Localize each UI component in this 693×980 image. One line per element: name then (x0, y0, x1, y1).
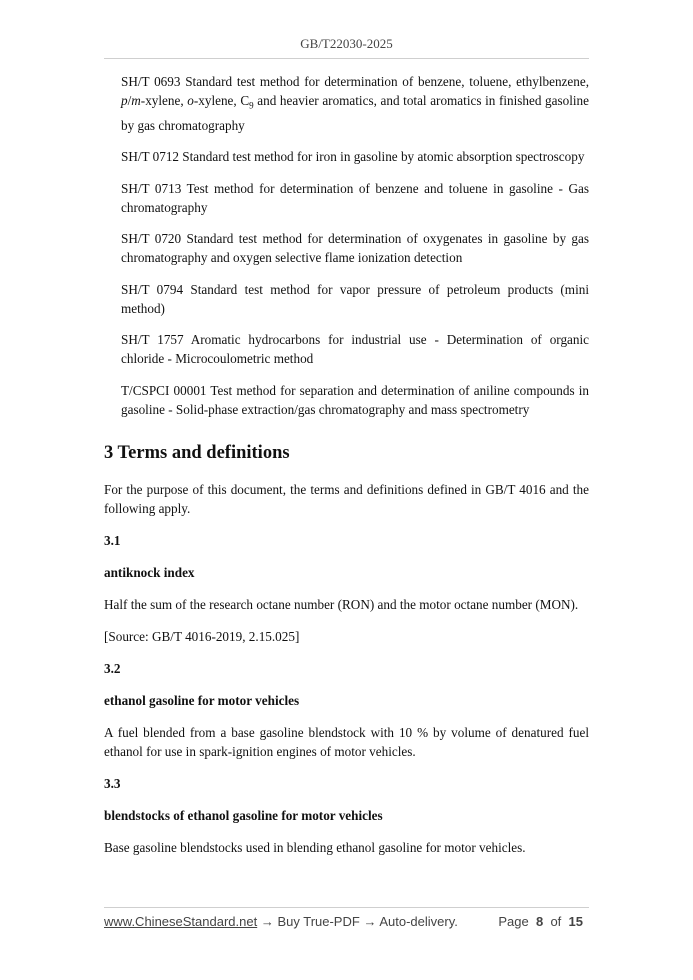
term-number: 3.1 (104, 532, 121, 548)
footer-promo (104, 914, 458, 929)
delivery-text: Auto-delivery. (379, 914, 458, 929)
term-number: 3.3 (104, 775, 121, 791)
reference-item: SH/T 0720 Standard test method for determination of oxygenates in gasoline by gas chromatography and oxygen selective flame ionization detection (121, 231, 589, 266)
page-header (0, 36, 693, 52)
page-indicator (498, 914, 583, 929)
reference-list (104, 72, 589, 419)
buy-text: Buy True-PDF (277, 914, 360, 929)
term-definition: Half the sum of the research octane number (RON) and the motor octane number (MON). (104, 596, 579, 612)
reference-item: SH/T 0713 Test method for determination of benzene and toluene in gasoline - Gas chromatography (121, 180, 589, 215)
term-title: antiknock index (104, 564, 195, 580)
term-source: [Source: GB/T 4016-2019, 2.15.025] (104, 628, 300, 644)
footer-divider (104, 907, 589, 908)
term-definition: A fuel blended from a base gasoline blendstock with 10 % by volume of denatured fuel ethanol for use in spark-ignition engines of motor vehicles. (104, 724, 589, 759)
of-label: of (550, 914, 562, 929)
reference-item: SH/T 0693 Standard test method for determination of benzene, toluene, ethylbenzene, p/m-xylene, o-xylene, $C_9$ and heavier aromatics, and total aromatics in finished gasoline by gas chromatography (121, 74, 590, 133)
section-heading: 3 Terms and definitions (104, 442, 290, 463)
document-code: GB/T22030-2025 (300, 36, 393, 51)
reference-item: SH/T 0712 Standard test method for iron in gasoline by atomic absorption spectroscopy (121, 149, 585, 165)
term-title: blendstocks of ethanol gasoline for motor vehicles (104, 807, 383, 823)
site-link[interactable]: www.ChineseStandard.net (104, 914, 258, 929)
term-definition: Base gasoline blendstocks used in blending ethanol gasoline for motor vehicles. (104, 839, 526, 855)
reference-item: SH/T 1757 Aromatic hydrocarbons for industrial use - Determination of organic chloride - Microcoulometric method (121, 332, 589, 367)
page-body (104, 72, 589, 857)
arrow-icon: → (260, 914, 274, 929)
reference-item: T/CSPCI 00001 Test method for separation and determination of aniline compounds in gasoline - Solid-phase extraction/gas chromatography and mass spectrometry (121, 382, 589, 417)
arrow-icon: → (363, 914, 377, 929)
current-page: 8 (535, 914, 544, 929)
header-divider (104, 58, 589, 59)
term-title: ethanol gasoline for motor vehicles (104, 692, 300, 708)
section-intro: For the purpose of this document, the terms and definitions defined in GB/T 4016 and the following apply. (104, 481, 589, 516)
page-label: Page (498, 914, 529, 929)
reference-item: SH/T 0794 Standard test method for vapor pressure of petroleum products (mini method) (121, 281, 589, 316)
term-number: 3.2 (104, 660, 121, 676)
total-pages: 15 (568, 914, 583, 929)
